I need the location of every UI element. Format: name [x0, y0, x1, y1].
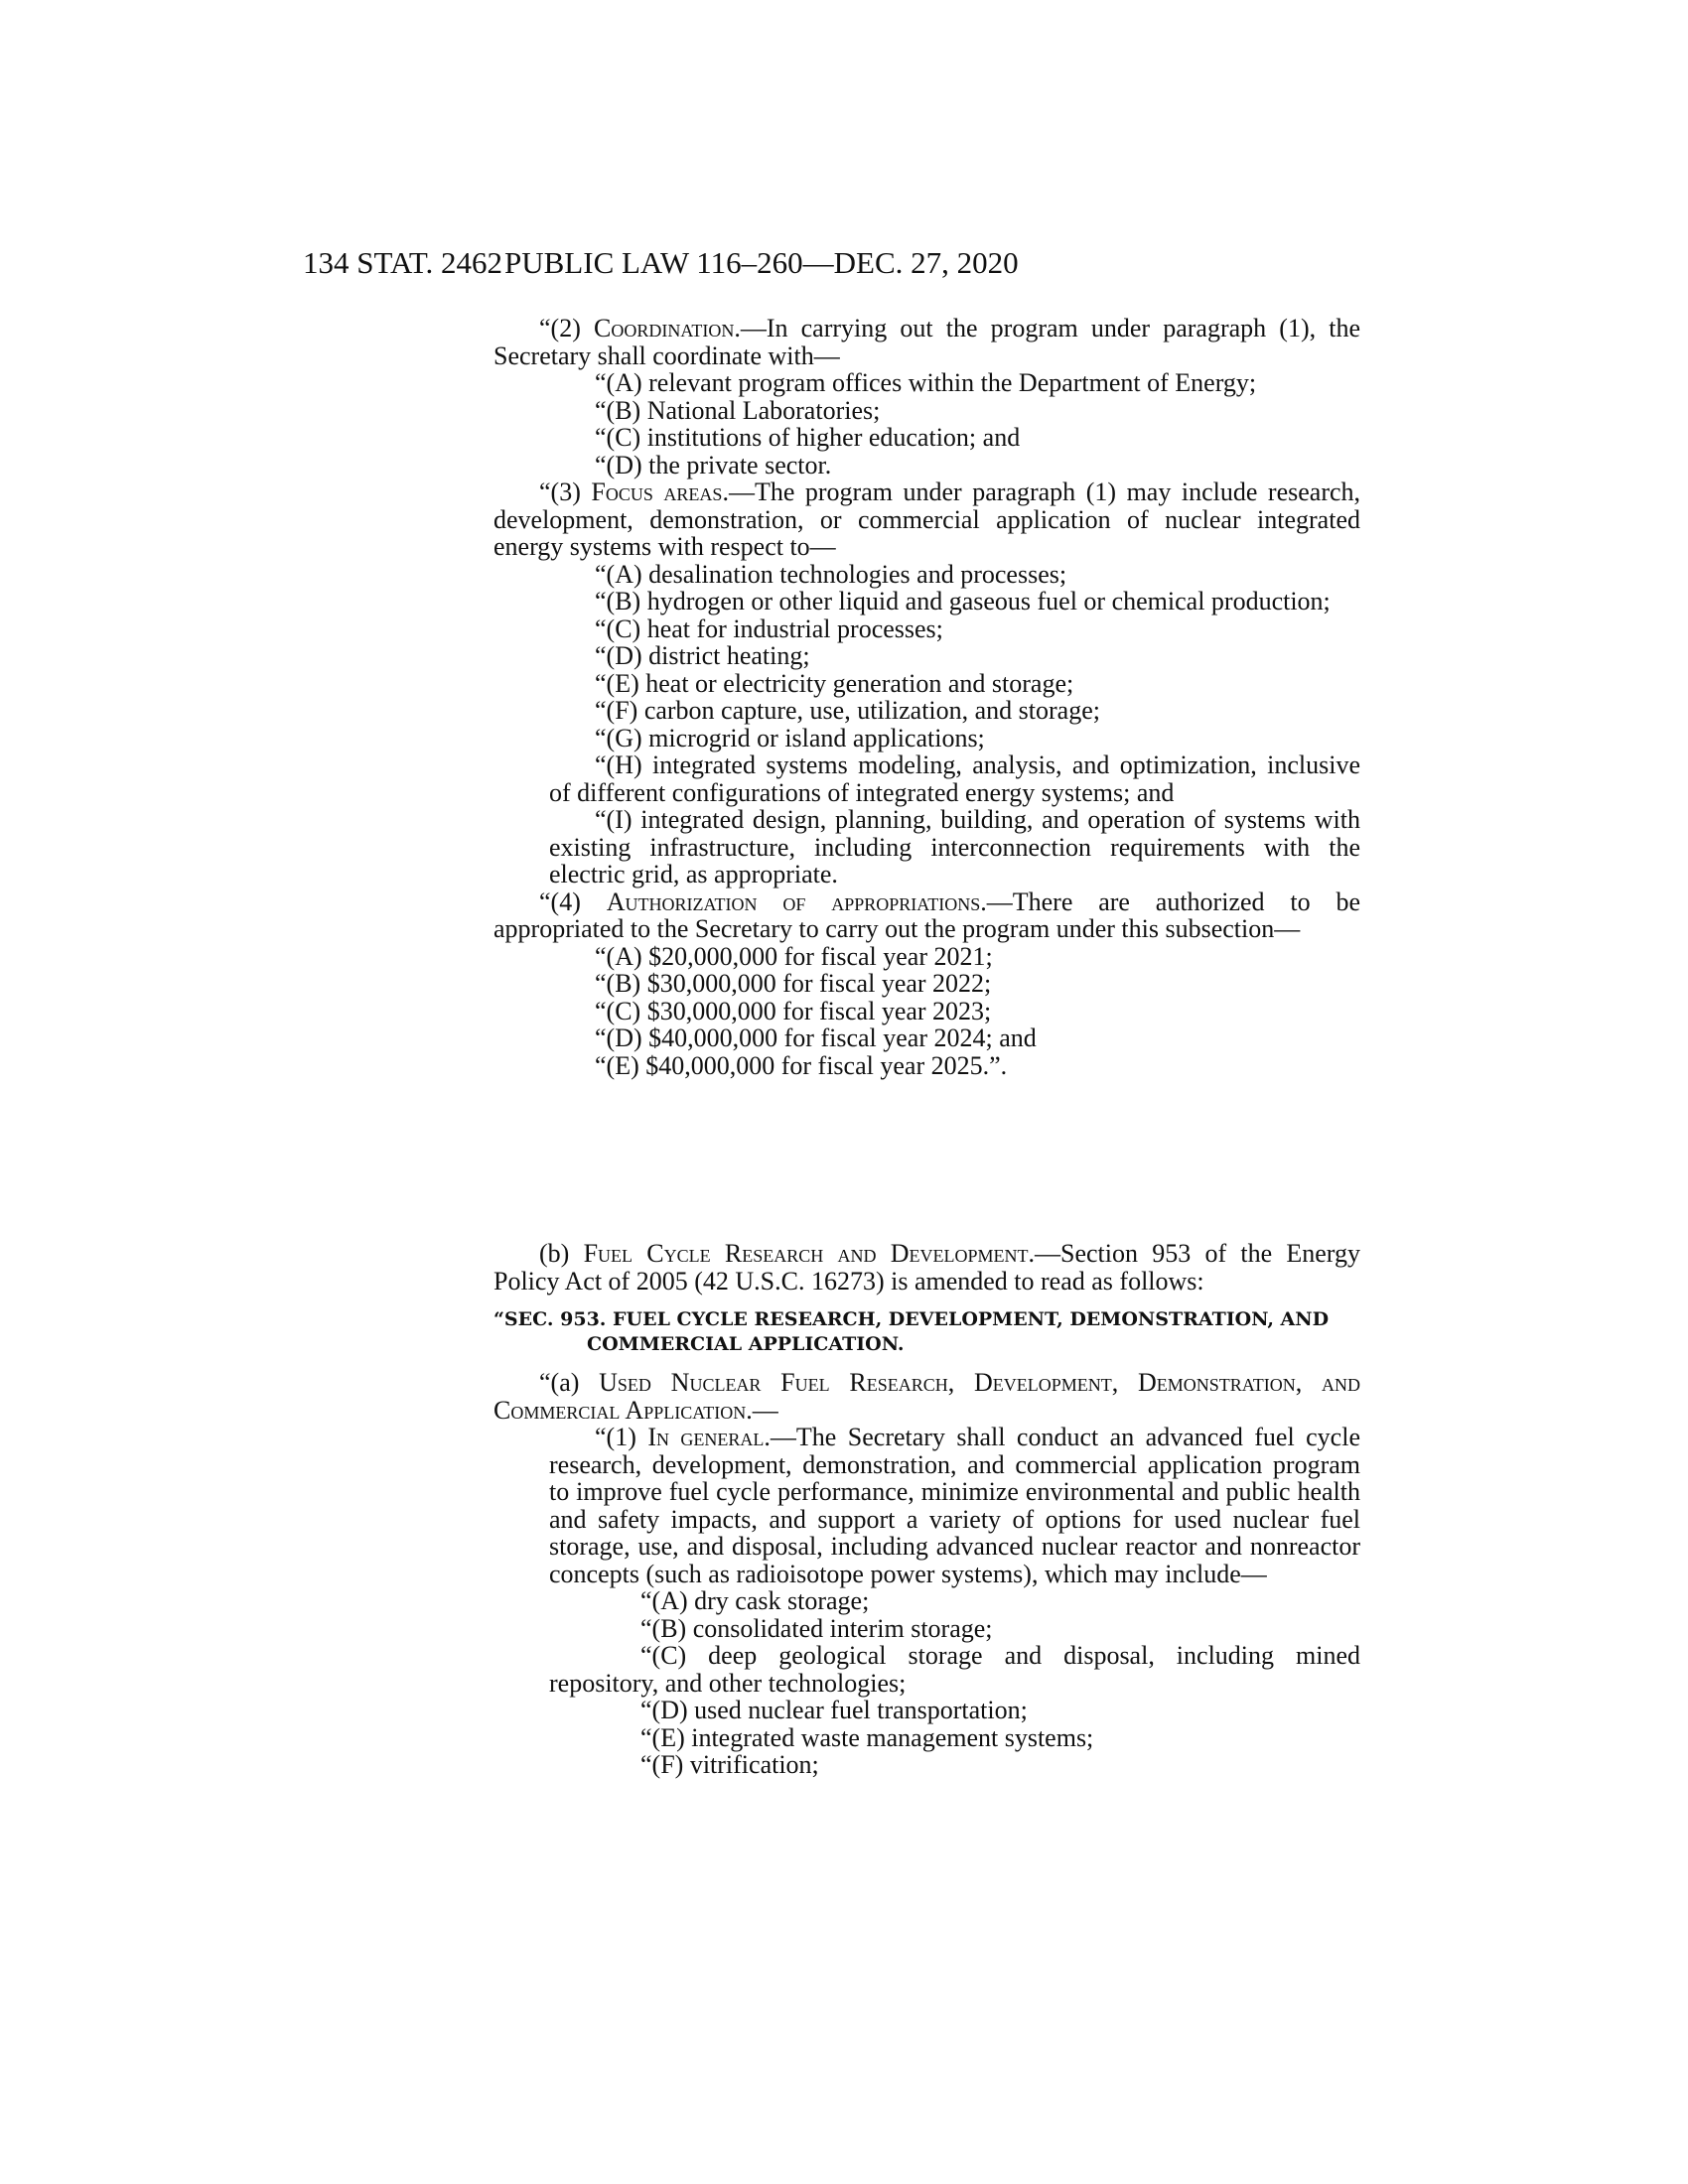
- subparagraph-4E: “(E) $40,000,000 for fiscal year 2025.”.: [595, 1050, 1008, 1080]
- paragraph-a1-in-general: “(1) In general.—The Secretary shall conduct an advanced fuel cycle research, development, demonstration, and commercial application program to improve fuel cycle performance, minimize environmental and public health and safety impacts, and support a variety of options for used nuclear fuel storage, use, and disposal, including advanced nuclear reactor and nonreactor concepts (such as radioisotope power systems), which may include—: [549, 1423, 1360, 1588]
- paragraph-2-coordination: “(2) Coordination.—In carrying out the program under paragraph (1), the Secretary shall coordinate with—: [493, 314, 1361, 370]
- subparagraph-4D: “(D) $40,000,000 for fiscal year 2024; and: [595, 1024, 1037, 1052]
- public-law-title: PUBLIC LAW 116–260—DEC. 27, 2020: [504, 245, 1019, 280]
- page-header: [303, 245, 1360, 285]
- subparagraph-3B: “(B) hydrogen or other liquid and gaseous fuel or chemical production;: [595, 587, 1331, 615]
- subparagraph-2D: “(D) the private sector.: [595, 450, 832, 479]
- subparagraph-2A: “(A) relevant program offices within the Department of Energy;: [595, 368, 1257, 397]
- subparagraph-3H: “(H) integrated systems modeling, analysis, and optimization, inclusive of different configurations of integrated energy systems; and: [549, 751, 1360, 807]
- subparagraph-3I: “(I) integrated design, planning, building, and operation of systems with existing infrastructure, including interconnection requirements with the electric grid, as appropriate.: [549, 805, 1360, 888]
- document-body: [493, 315, 1360, 1079]
- stat-page-number: 134 STAT. 2462: [303, 245, 503, 280]
- paragraph-4-authorization: “(4) Authorization of appropriations.—There are authorized to be appropriated to the Secretary to carry out the program under this subsection—: [493, 887, 1360, 943]
- subparagraph-4C: “(C) $30,000,000 for fiscal year 2023;: [595, 996, 992, 1025]
- paragraph-3-focus-areas: “(3) Focus areas.—The program under paragraph (1) may include research, development, demonstration, or commercial application of nuclear integrated energy systems with respect to—: [493, 478, 1361, 561]
- section-b-container: [493, 1240, 1360, 1779]
- subparagraph-3A: “(A) desalination technologies and processes;: [595, 559, 1067, 589]
- subparagraph-2C: “(C) institutions of higher education; and: [595, 423, 1021, 452]
- subparagraph-4A: “(A) $20,000,000 for fiscal year 2021;: [595, 941, 993, 971]
- subparagraph-3F: “(F) carbon capture, use, utilization, and storage;: [595, 696, 1100, 725]
- subsection-a-used-nuclear-fuel: “(a) Used Nuclear Fuel Research, Development, Demonstration, and Commercial Application.—: [493, 1368, 1360, 1425]
- subparagraph-a1E: “(E) integrated waste management systems;: [640, 1722, 1094, 1752]
- subparagraph-3E: “(E) heat or electricity generation and storage;: [595, 668, 1074, 698]
- subparagraph-3C: “(C) heat for industrial processes;: [595, 614, 943, 643]
- subparagraph-a1F: “(F) vitrification;: [640, 1750, 819, 1779]
- subparagraph-a1A: “(A) dry cask storage;: [640, 1586, 870, 1615]
- subparagraph-a1B: “(B) consolidated interim storage;: [640, 1613, 993, 1643]
- section-953-heading: “SEC. 953. FUEL CYCLE RESEARCH, DEVELOPMENT, DEMONSTRATION, AND COMMERCIAL APPLICATION.: [493, 1308, 1330, 1355]
- subparagraph-4B: “(B) $30,000,000 for fiscal year 2022;: [595, 969, 992, 998]
- subparagraph-a1D: “(D) used nuclear fuel transportation;: [640, 1696, 1028, 1724]
- subparagraph-3D: “(D) district heating;: [595, 641, 810, 670]
- subparagraph-a1C: “(C) deep geological storage and disposal, including mined repository, and other technologies;: [549, 1641, 1360, 1698]
- subsection-b-fuel-cycle: (b) Fuel Cycle Research and Development.—Section 953 of the Energy Policy Act of 2005 (42 U.S.C. 16273) is amended to read as follows:: [493, 1239, 1360, 1296]
- subparagraph-3G: “(G) microgrid or island applications;: [595, 723, 985, 752]
- subparagraph-2B: “(B) National Laboratories;: [595, 395, 881, 425]
